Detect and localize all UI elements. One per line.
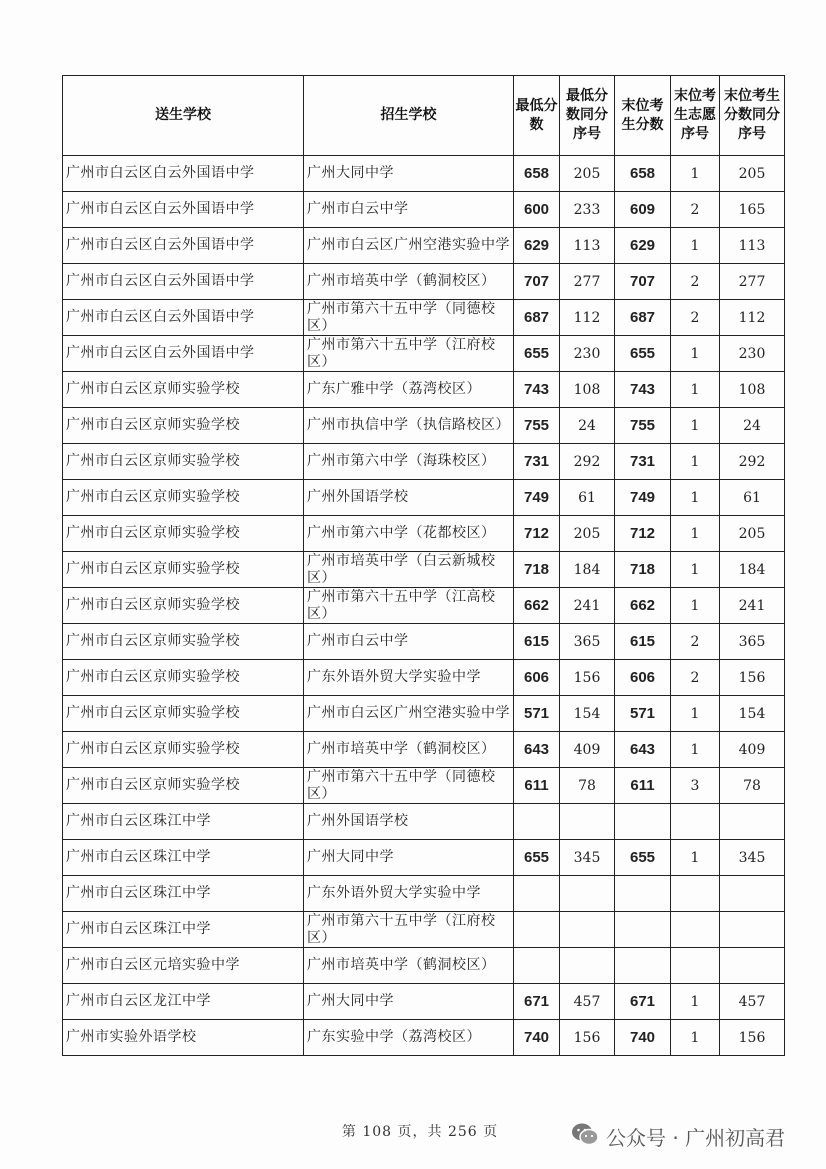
cell-admitting-school: 广州大同中学 [304,840,514,876]
cell-last-score-rank: 156 [720,660,785,696]
cell-last-choice: 1 [671,552,720,588]
cell-sending-school: 广州市白云区白云外国语中学 [63,192,304,228]
table-row [63,192,785,228]
cell-last-score: 662 [615,588,671,624]
cell-admitting-school: 广州市第六十五中学（江府校区） [304,336,514,372]
cell-min-score-rank: 156 [560,1020,615,1056]
cell-last-score-rank: 365 [720,624,785,660]
cell-admitting-school: 广州外国语学校 [304,804,514,840]
cell-admitting-school: 广州市第六十五中学（同德校区） [304,300,514,336]
cell-last-score-rank [720,876,785,912]
cell-last-score: 643 [615,732,671,768]
cell-last-score-rank: 345 [720,840,785,876]
cell-last-score-rank [720,948,785,984]
table-row [63,300,785,336]
cell-last-choice: 2 [671,192,720,228]
table-row [63,264,785,300]
cell-last-score-rank: 156 [720,1020,785,1056]
cell-sending-school: 广州市实验外语学校 [63,1020,304,1056]
cell-sending-school: 广州市白云区白云外国语中学 [63,228,304,264]
cell-sending-school: 广州市白云区白云外国语中学 [63,156,304,192]
cell-last-score: 687 [615,300,671,336]
header-last-choice: 末位考生志愿序号 [671,76,720,156]
cell-admitting-school: 广州市培英中学（鹤洞校区） [304,264,514,300]
cell-last-score-rank [720,912,785,948]
cell-min-score: 606 [514,660,560,696]
cell-last-score: 658 [615,156,671,192]
cell-min-score-rank: 108 [560,372,615,408]
cell-last-score-rank: 24 [720,408,785,444]
cell-sending-school: 广州市白云区京师实验学校 [63,480,304,516]
cell-admitting-school: 广州市第六十五中学（同德校区） [304,768,514,804]
cell-last-choice: 1 [671,336,720,372]
cell-admitting-school: 广州市第六十五中学（江高校区） [304,588,514,624]
cell-last-choice: 2 [671,660,720,696]
cell-last-score: 755 [615,408,671,444]
cell-admitting-school: 广州外国语学校 [304,480,514,516]
cell-min-score-rank: 112 [560,300,615,336]
cell-admitting-school: 广东广雅中学（荔湾校区） [304,372,514,408]
cell-sending-school: 广州市白云区白云外国语中学 [63,300,304,336]
cell-min-score: 615 [514,624,560,660]
cell-min-score-rank [560,804,615,840]
cell-min-score: 718 [514,552,560,588]
cell-last-score-rank: 165 [720,192,785,228]
cell-min-score-rank: 345 [560,840,615,876]
cell-last-score: 707 [615,264,671,300]
cell-sending-school: 广州市白云区白云外国语中学 [63,336,304,372]
cell-last-choice [671,804,720,840]
cell-last-score [615,912,671,948]
cell-sending-school: 广州市白云区白云外国语中学 [63,264,304,300]
cell-last-choice: 2 [671,264,720,300]
cell-admitting-school: 广州市白云区广州空港实验中学 [304,228,514,264]
table-row [63,444,785,480]
cell-last-choice [671,948,720,984]
table-row [63,408,785,444]
cell-min-score-rank: 113 [560,228,615,264]
table-row [63,984,785,1020]
cell-sending-school: 广州市白云区京师实验学校 [63,768,304,804]
cell-last-choice: 1 [671,696,720,732]
cell-admitting-school: 广州市培英中学（鹤洞校区） [304,732,514,768]
cell-min-score: 671 [514,984,560,1020]
cell-last-score: 609 [615,192,671,228]
header-last-score: 末位考生分数 [615,76,671,156]
cell-last-score-rank: 230 [720,336,785,372]
cell-sending-school: 广州市白云区京师实验学校 [63,660,304,696]
wechat-icon [570,1121,600,1152]
cell-last-choice [671,912,720,948]
header-last-score-rank: 末位考生分数同分序号 [720,76,785,156]
cell-admitting-school: 广州市培英中学（鹤洞校区） [304,948,514,984]
cell-admitting-school: 广州市第六中学（花都校区） [304,516,514,552]
cell-min-score: 743 [514,372,560,408]
cell-last-score [615,876,671,912]
cell-last-score-rank: 154 [720,696,785,732]
table-row [63,372,785,408]
cell-last-score-rank: 205 [720,516,785,552]
cell-last-score: 611 [615,768,671,804]
cell-last-score-rank: 205 [720,156,785,192]
cell-min-score-rank: 292 [560,444,615,480]
table-row [63,804,785,840]
cell-min-score: 755 [514,408,560,444]
cell-min-score: 740 [514,1020,560,1056]
table-row [63,732,785,768]
cell-last-score: 743 [615,372,671,408]
cell-admitting-school: 广州市白云中学 [304,624,514,660]
cell-sending-school: 广州市白云区京师实验学校 [63,444,304,480]
cell-min-score-rank: 409 [560,732,615,768]
cell-admitting-school: 广东外语外贸大学实验中学 [304,876,514,912]
watermark-text: 公众号 · 广州初高君 [606,1126,786,1150]
cell-sending-school: 广州市白云区京师实验学校 [63,516,304,552]
cell-admitting-school: 广州市白云中学 [304,192,514,228]
cell-min-score-rank: 24 [560,408,615,444]
cell-min-score-rank [560,876,615,912]
page-number: 第 108 页，共 256 页 [341,1124,499,1140]
cell-sending-school: 广州市白云区京师实验学校 [63,588,304,624]
cell-last-score-rank: 409 [720,732,785,768]
cell-sending-school: 广州市白云区珠江中学 [63,840,304,876]
cell-last-score-rank: 277 [720,264,785,300]
cell-last-score: 718 [615,552,671,588]
cell-admitting-school: 广州市培英中学（白云新城校区） [304,552,514,588]
cell-last-choice: 1 [671,480,720,516]
cell-last-choice: 1 [671,408,720,444]
cell-min-score-rank: 365 [560,624,615,660]
watermark [570,1121,785,1152]
table-row [63,228,785,264]
cell-last-score: 629 [615,228,671,264]
cell-last-score-rank: 184 [720,552,785,588]
cell-last-score-rank: 108 [720,372,785,408]
cell-admitting-school: 广州市白云区广州空港实验中学 [304,696,514,732]
cell-min-score: 712 [514,516,560,552]
table-row [63,876,785,912]
cell-admitting-school: 广州大同中学 [304,984,514,1020]
cell-last-choice: 2 [671,624,720,660]
cell-last-score-rank: 112 [720,300,785,336]
cell-sending-school: 广州市白云区龙江中学 [63,984,304,1020]
cell-min-score-rank: 156 [560,660,615,696]
cell-sending-school: 广州市白云区京师实验学校 [63,696,304,732]
cell-min-score [514,876,560,912]
cell-min-score-rank: 241 [560,588,615,624]
cell-min-score: 658 [514,156,560,192]
cell-last-choice [671,876,720,912]
cell-min-score: 600 [514,192,560,228]
cell-min-score: 629 [514,228,560,264]
cell-last-choice: 1 [671,516,720,552]
cell-sending-school: 广州市白云区京师实验学校 [63,408,304,444]
cell-last-score: 571 [615,696,671,732]
header-sending-school: 送生学校 [63,76,304,156]
cell-min-score-rank: 277 [560,264,615,300]
table-row [63,1020,785,1056]
cell-last-choice: 1 [671,840,720,876]
cell-min-score-rank: 230 [560,336,615,372]
cell-last-score: 615 [615,624,671,660]
table-row [63,912,785,948]
cell-last-choice: 1 [671,228,720,264]
header-min-score-rank: 最低分数同分序号 [560,76,615,156]
cell-sending-school: 广州市白云区京师实验学校 [63,732,304,768]
cell-last-score: 712 [615,516,671,552]
cell-last-score-rank: 457 [720,984,785,1020]
cell-admitting-school: 广东外语外贸大学实验中学 [304,660,514,696]
cell-min-score: 655 [514,840,560,876]
cell-last-choice: 1 [671,984,720,1020]
cell-min-score: 749 [514,480,560,516]
table-row [63,552,785,588]
table-row [63,840,785,876]
cell-min-score-rank: 233 [560,192,615,228]
cell-sending-school: 广州市白云区珠江中学 [63,876,304,912]
cell-last-choice: 1 [671,1020,720,1056]
cell-min-score-rank: 184 [560,552,615,588]
table-row [63,516,785,552]
table-header-row [63,76,785,156]
cell-last-score: 655 [615,840,671,876]
cell-last-score [615,804,671,840]
cell-last-choice: 1 [671,732,720,768]
cell-last-choice: 1 [671,156,720,192]
table-row [63,948,785,984]
cell-min-score: 571 [514,696,560,732]
cell-last-score-rank [720,804,785,840]
cell-sending-school: 广州市白云区京师实验学校 [63,552,304,588]
cell-last-score: 740 [615,1020,671,1056]
cell-admitting-school: 广州市执信中学（执信路校区） [304,408,514,444]
header-admitting-school: 招生学校 [304,76,514,156]
cell-last-score-rank: 78 [720,768,785,804]
cell-min-score: 662 [514,588,560,624]
cell-last-score: 606 [615,660,671,696]
cell-last-score-rank: 292 [720,444,785,480]
cell-min-score [514,948,560,984]
cell-admitting-school: 广州大同中学 [304,156,514,192]
cell-last-choice: 3 [671,768,720,804]
table-row [63,156,785,192]
cell-admitting-school: 广州市第六中学（海珠校区） [304,444,514,480]
cell-sending-school: 广州市白云区京师实验学校 [63,372,304,408]
table-row [63,480,785,516]
table-row [63,588,785,624]
cell-sending-school: 广州市白云区元培实验中学 [63,948,304,984]
cell-last-score: 749 [615,480,671,516]
cell-last-choice: 2 [671,300,720,336]
cell-last-score: 671 [615,984,671,1020]
cell-last-score-rank: 61 [720,480,785,516]
cell-last-score: 731 [615,444,671,480]
cell-last-score-rank: 113 [720,228,785,264]
cell-last-choice: 1 [671,372,720,408]
cell-min-score [514,804,560,840]
cell-last-score [615,948,671,984]
cell-min-score-rank: 78 [560,768,615,804]
cell-sending-school: 广州市白云区珠江中学 [63,804,304,840]
cell-min-score: 731 [514,444,560,480]
cell-min-score: 655 [514,336,560,372]
cell-admitting-school: 广东实验中学（荔湾校区） [304,1020,514,1056]
cell-last-score: 655 [615,336,671,372]
cell-min-score [514,912,560,948]
admission-score-table [62,75,785,1056]
cell-last-score-rank: 241 [720,588,785,624]
cell-min-score-rank [560,948,615,984]
cell-min-score-rank: 457 [560,984,615,1020]
cell-sending-school: 广州市白云区珠江中学 [63,912,304,948]
header-min-score: 最低分数 [514,76,560,156]
table-row [63,696,785,732]
cell-min-score-rank: 61 [560,480,615,516]
table-row [63,660,785,696]
cell-min-score-rank: 205 [560,156,615,192]
cell-min-score: 611 [514,768,560,804]
cell-last-choice: 1 [671,588,720,624]
cell-min-score-rank [560,912,615,948]
cell-sending-school: 广州市白云区京师实验学校 [63,624,304,660]
cell-min-score: 643 [514,732,560,768]
cell-admitting-school: 广州市第六十五中学（江府校区） [304,912,514,948]
cell-min-score-rank: 154 [560,696,615,732]
table-row [63,624,785,660]
cell-min-score: 687 [514,300,560,336]
cell-last-choice: 1 [671,444,720,480]
cell-min-score: 707 [514,264,560,300]
cell-min-score-rank: 205 [560,516,615,552]
table-row [63,768,785,804]
table-row [63,336,785,372]
